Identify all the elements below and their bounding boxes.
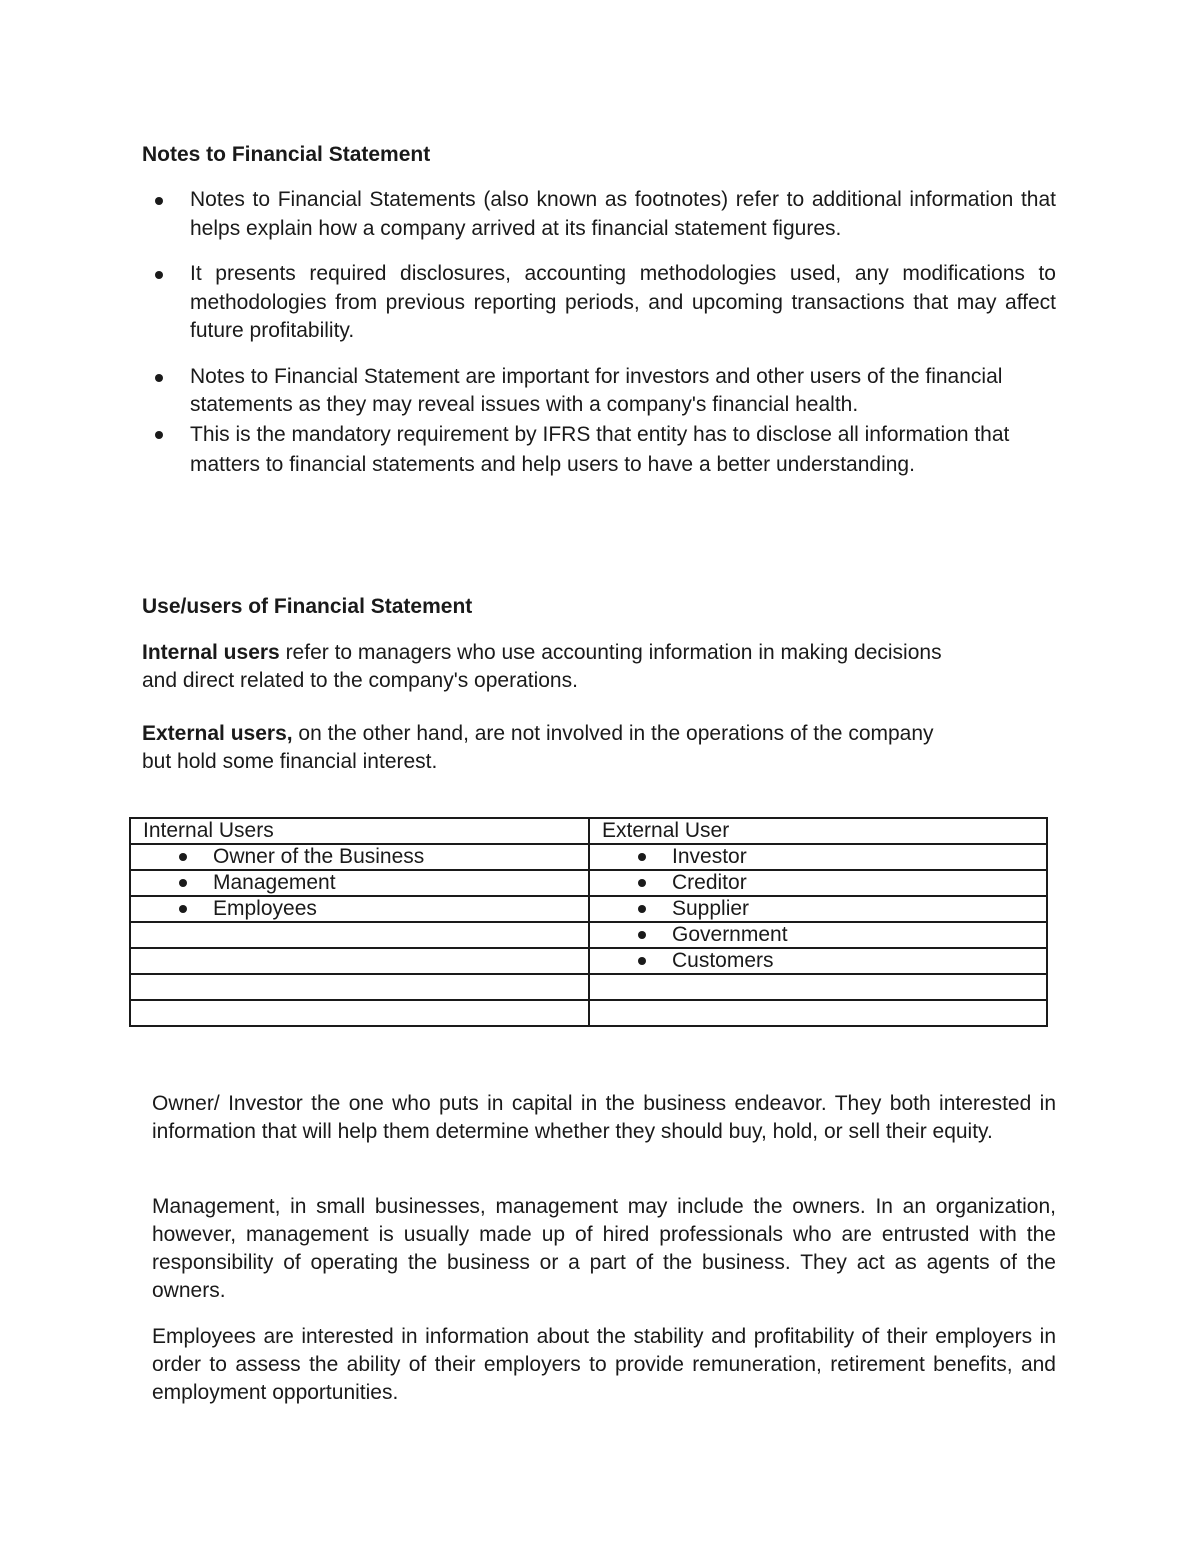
external-users-text: on the other hand, are not involved in the operations of the company but hold some financial interest. [142,722,934,773]
empty-cell [130,922,589,948]
internal-users-paragraph [142,639,942,695]
empty-cell [130,948,589,974]
table-row [130,922,1047,948]
external-user-item: Supplier [602,897,749,921]
internal-user-item: Employees [143,897,317,921]
header-internal-users: Internal Users [130,818,589,844]
table-row [130,896,1047,922]
empty-cell [589,1000,1047,1026]
external-user-item: Investor [602,845,747,869]
employees-paragraph: Employees are interested in information about the stability and profitability of their employers in order to assess the ability of their employers to provide remuneration, retirement benefits, and employment opportunities. [152,1325,1056,1404]
external-users-paragraph [142,720,942,776]
list-item: This is the mandatory requirement by IFRS that entity has to disclose all information that matters to financial statements and help users to have a better understanding. [190,420,1056,480]
internal-user-item: Management [143,871,336,895]
table-row [130,948,1047,974]
section-title-users: Use/users of Financial Statement [142,595,473,618]
table-row [130,1000,1047,1026]
empty-cell [130,974,589,1000]
notes-bullet-list [190,186,1056,480]
external-user-item: Creditor [602,871,747,895]
owner-investor-paragraph: Owner/ Investor the one who puts in capital in the business endeavor. They both interested in information that will help them determine whether they should buy, hold, or sell their equity. [152,1092,1056,1143]
users-table [129,817,1048,1027]
table-row [130,974,1047,1000]
internal-users-text: refer to managers who use accounting information in making decisions and direct related to the company's operations. [142,641,942,692]
external-user-item: Customers [602,949,774,973]
external-users-term: External users, [142,722,293,745]
empty-cell [589,974,1047,1000]
table-row [130,844,1047,870]
empty-cell [130,1000,589,1026]
management-paragraph: Management, in small businesses, management may include the owners. In an organization, however, management is usually made up of hired professionals who are entrusted with the responsibility of operating the business or a part of the business. They act as agents of the owners. [152,1195,1056,1302]
table-header-row [130,818,1047,844]
list-item: Notes to Financial Statement are important for investors and other users of the financial statements as they may reveal issues with a company's financial health. [190,363,1056,420]
header-external-user: External User [589,818,1047,844]
list-item: It presents required disclosures, accounting methodologies used, any modifications to methodologies from previous reporting periods, and upcoming transactions that may affect future profitability. [190,260,1056,346]
internal-user-item: Owner of the Business [143,845,424,869]
section-title-notes: Notes to Financial Statement [142,143,431,166]
internal-users-term: Internal users [142,641,280,664]
list-item: Notes to Financial Statements (also known as footnotes) refer to additional information that helps explain how a company arrived at its financial statement figures. [190,186,1056,243]
table-row [130,870,1047,896]
external-user-item: Government [602,923,788,947]
